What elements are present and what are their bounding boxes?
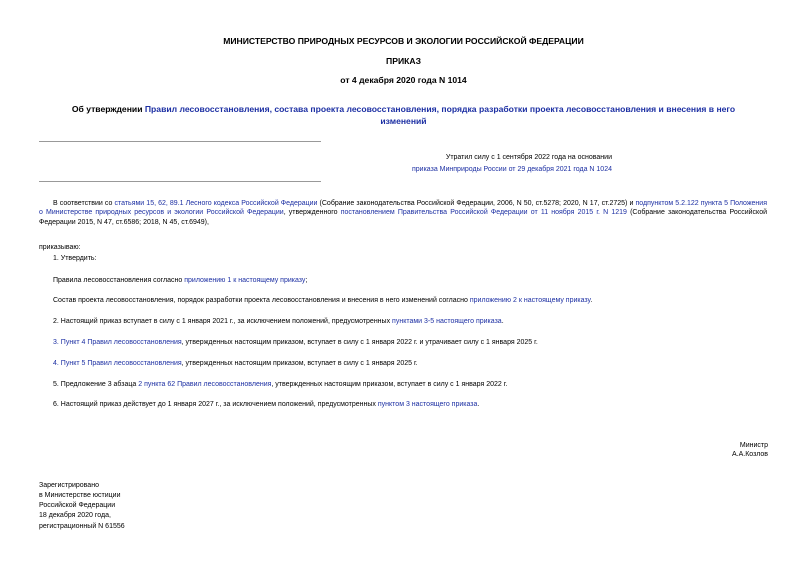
rule-bottom xyxy=(39,181,321,182)
rule-point-4-link[interactable]: Пункт 4 Правил лесовосстановления xyxy=(60,339,182,346)
item-6 xyxy=(53,400,767,409)
item-number: 4. xyxy=(53,360,61,367)
item-text: , утвержденных настоящим приказом, вступает в силу с 1 января 2022 г. xyxy=(271,381,508,388)
registration-line: 18 декабря 2020 года, xyxy=(39,512,111,520)
item-text: , утвержденных настоящим приказом, вступает в силу с 1 января 2025 г. xyxy=(181,360,418,367)
item-2 xyxy=(53,317,767,326)
item-text: . xyxy=(501,318,504,325)
forest-code-link[interactable]: статьями 15, 62, 89.1 Лесного кодекса Российской Федерации xyxy=(114,200,318,207)
signature-block xyxy=(732,441,768,460)
registration-line: Российской Федерации xyxy=(39,502,116,510)
subject-link[interactable]: Правил лесовосстановления, состава проекта лесовосстановления, порядка разработки проекта лесовосстановления и внесения в него изменений xyxy=(144,104,736,126)
item-text: 5. Предложение 3 абзаца xyxy=(53,381,139,388)
item-text: Состав проекта лесовосстановления, порядок разработки проекта лесовосстановления и внесения в него изменений согласно xyxy=(53,297,470,304)
item-5 xyxy=(53,380,767,389)
registration-block xyxy=(39,481,125,532)
item-text: 2. Настоящий приказ вступает в силу с 1 января 2021 г., за исключением положений, предусмотренных xyxy=(53,318,393,325)
item-1b xyxy=(53,296,767,305)
registration-line: регистрационный N 61556 xyxy=(39,522,125,530)
subject-prefix: Об утверждении xyxy=(71,104,145,114)
item-text: . xyxy=(477,401,480,408)
order-word: приказываю: xyxy=(39,244,81,251)
item-4 xyxy=(53,359,767,368)
status-note xyxy=(39,153,612,175)
doc-type-heading: ПРИКАЗ xyxy=(386,56,421,66)
ministry-regulation-link[interactable]: подпунктом 5.2.122 пункта 5 Положения о Министерстве природных ресурсов и экологии Российской Федерации xyxy=(39,200,767,217)
rule-top xyxy=(39,141,321,142)
item-3-link[interactable]: пунктом 3 настоящего приказа xyxy=(377,401,478,408)
item-number: 3. xyxy=(53,339,61,346)
signature-name: А.А.Козлов xyxy=(731,451,768,459)
appendix-1-link[interactable]: приложению 1 к настоящему приказу xyxy=(184,277,306,284)
item-text: Правила лесовосстановления согласно xyxy=(53,277,185,284)
item-text: , утвержденных настоящим приказом, вступает в силу с 1 января 2022 г. и утрачивает силу с 1 января 2025 г. xyxy=(181,339,538,346)
status-note-link[interactable]: приказа Минприроды России от 29 декабря 2021 года N 1024 xyxy=(411,166,612,174)
ministry-heading: МИНИСТЕРСТВО ПРИРОДНЫХ РЕСУРСОВ И ЭКОЛОГИИ РОССИЙСКОЙ ФЕДЕРАЦИИ xyxy=(223,36,584,46)
registration-line: Зарегистрировано xyxy=(39,482,99,489)
item-text: . xyxy=(590,297,593,304)
item-3 xyxy=(53,338,767,347)
item-text: ; xyxy=(305,277,308,284)
item-1a xyxy=(53,276,767,285)
doc-subject xyxy=(50,104,757,127)
government-decree-link[interactable]: постановлением Правительства Российской Федерации от 11 ноября 2015 г. N 1219 xyxy=(340,209,627,217)
rule-point-62-link[interactable]: 2 пункта 62 Правил лесовосстановления xyxy=(138,381,272,388)
appendix-2-link[interactable]: приложению 2 к настоящему приказу xyxy=(469,297,591,304)
registration-line: в Министерстве юстиции xyxy=(39,492,121,500)
doc-date-number: от 4 декабря 2020 года N 1014 xyxy=(340,75,467,85)
preamble-text: (Собрание законодательства Российской Федерации 2015, N 47, ст.6586; 2018, N 45, ст.6949), xyxy=(39,209,768,226)
items-3-5-link[interactable]: пунктами 3-5 настоящего приказа xyxy=(392,318,502,325)
preamble-text: , утвержденного xyxy=(283,209,341,217)
item-1: 1. Утвердить: xyxy=(53,255,97,262)
preamble-text: (Собрание законодательства Российской Федерации, 2006, N 50, ст.5278; 2020, N 17, ст.2725) и xyxy=(317,200,636,207)
signature-position: Министр xyxy=(739,442,768,449)
preamble-text: В соответствии со xyxy=(53,200,115,207)
item-text: 6. Настоящий приказ действует до 1 января 2027 г., за исключением положений, предусмотренных xyxy=(53,401,378,408)
preamble-paragraph xyxy=(39,199,767,227)
rule-point-5-link[interactable]: Пункт 5 Правил лесовосстановления xyxy=(60,360,182,367)
status-note-line: Утратил силу с 1 сентября 2022 года на основании xyxy=(445,154,612,161)
